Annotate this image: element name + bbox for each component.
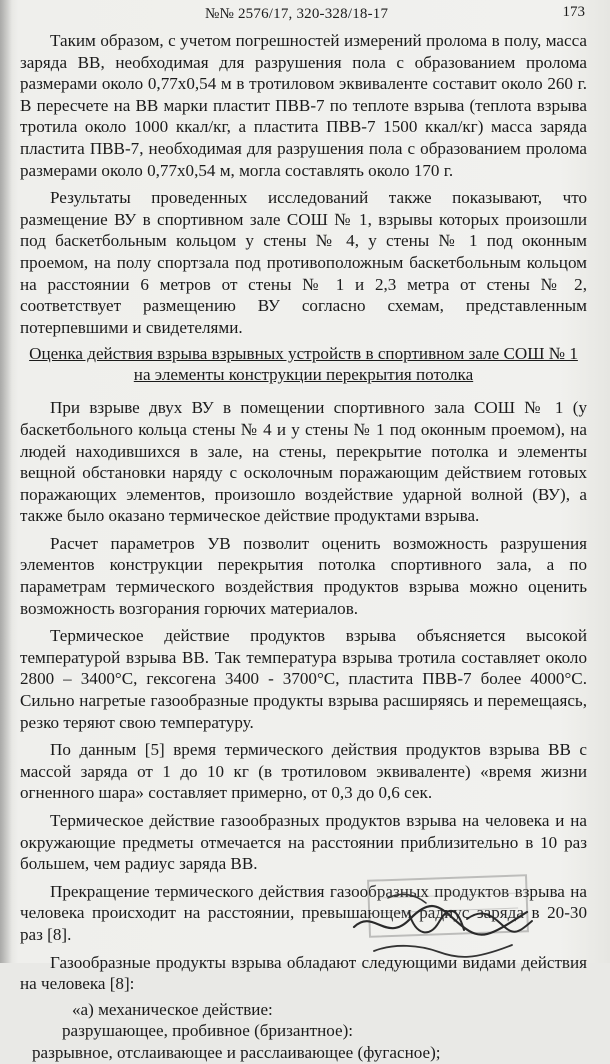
copy-stamp	[367, 874, 529, 938]
paragraph-device-placement: Результаты проведенных исследований также показывают, что размещение ВУ в спортивном зале СОШ № 1, взрывы которых произошли под баскетбольным кольцом у стены № 4, у стены № 1 под оконным проемом, на полу спортзала под противоположным баскетбольным кольцом на расстоянии 6 метров от стены № 1 и 2,3 метра от стены № 2, соответствует размещению ВУ согласно схемам, представленным потерпевшими и свидетелями.	[20, 188, 587, 337]
section-heading-line-2: на элементы конструкции перекрытия потолка	[133, 364, 474, 384]
list-item-destructive-action: разрушающее, пробивное (бризантное):	[62, 1021, 354, 1041]
paragraph-thermal-stop: Прекращение термического действия газообразных продуктов взрыва на человека происходит на расстоянии, превышающем радиус заряда в 20-30 раз [8].	[20, 881, 587, 944]
paragraph-fireball-duration: По данным [5] время термического действия продуктов взрыва ВВ с массой заряда от 1 до 10 кг (в тротиловом эквиваленте) «время жизни огненного шара» составляет примерно, от 0,3 до 0,6 сек.	[20, 740, 587, 803]
case-numbers-header: №№ 2576/17, 320-328/18-17	[205, 6, 389, 22]
paragraph-thermal-distance: Термическое действие газообразных продуктов взрыва на человека и на окружающие предметы отмечается на расстоянии приблизительно в 10 раз большем, чем радиус заряда ВВ.	[20, 811, 587, 874]
scan-edge-shadow	[0, 0, 12, 963]
page-number: 173	[562, 4, 585, 20]
list-item-mechanical-action: «а) механическое действие:	[72, 999, 273, 1019]
section-heading	[20, 344, 587, 385]
paragraph-thermal-action: Термическое действие продуктов взрыва объясняется высокой температурой взрыва ВВ. Так температура взрыва тротила составляет около 2800 – 3400°С, гексогена 3400 - 3700°С, пластита ПВВ-7 более 4000°С. Сильно нагретые газообразные продукты взрыва расширяясь и перемещаясь, резко теряют свою температуру.	[20, 626, 587, 732]
paragraph-gas-products-actions: Газообразные продукты взрыва обладают следующими видами действия на человека [8]:	[20, 952, 587, 994]
paragraph-charge-mass: Таким образом, с учетом погрешностей измерений пролома в полу, масса заряда ВВ, необходимая для разрушения пола с образованием пролома размерами около 0,77х0,54 м в тротиловом эквиваленте составит около 260 г. В пересчете на ВВ марки пластит ПВВ-7 по теплоте взрыва (теплота взрыва тротила около 1000 ккал/кг, а пластита ПВВ-7 1500 ккал/кг) масса заряда пластита ПВВ-7, необходимая для разрушения пола с образованием пролома размерами около 0,77х0,54 м, могла составлять около 170 г.	[20, 31, 587, 180]
paragraph-explosion-effects: При взрыве двух ВУ в помещении спортивного зала СОШ № 1 (у баскетбольного кольца стены № 4 и у стены № 1 под оконным проемом), на людей находившихся в зале, на стены, перекрытие потолка и элементы вещной обстановки наряду с осколочным поражающим действием готовых поражающих элементов, произошло воздействие ударной волной (ВУ), а также было оказано термическое действие продуктами взрыва.	[20, 398, 587, 526]
section-heading-line-1: Оценка действия взрыва взрывных устройств в спортивном зале СОШ № 1	[29, 344, 578, 364]
paragraph-shock-wave-calculation: Расчет параметров УВ позволит оценить возможность разрушения элементов конструкции перекрытия потолка спортивного зала, а по параметрам термического воздействия продуктов взрыва можно оценить возможность возгорания горючих материалов.	[20, 533, 587, 618]
list-item-blast-action: разрывное, отслаивающее и расслаивающее (фугасное);	[32, 1042, 441, 1062]
